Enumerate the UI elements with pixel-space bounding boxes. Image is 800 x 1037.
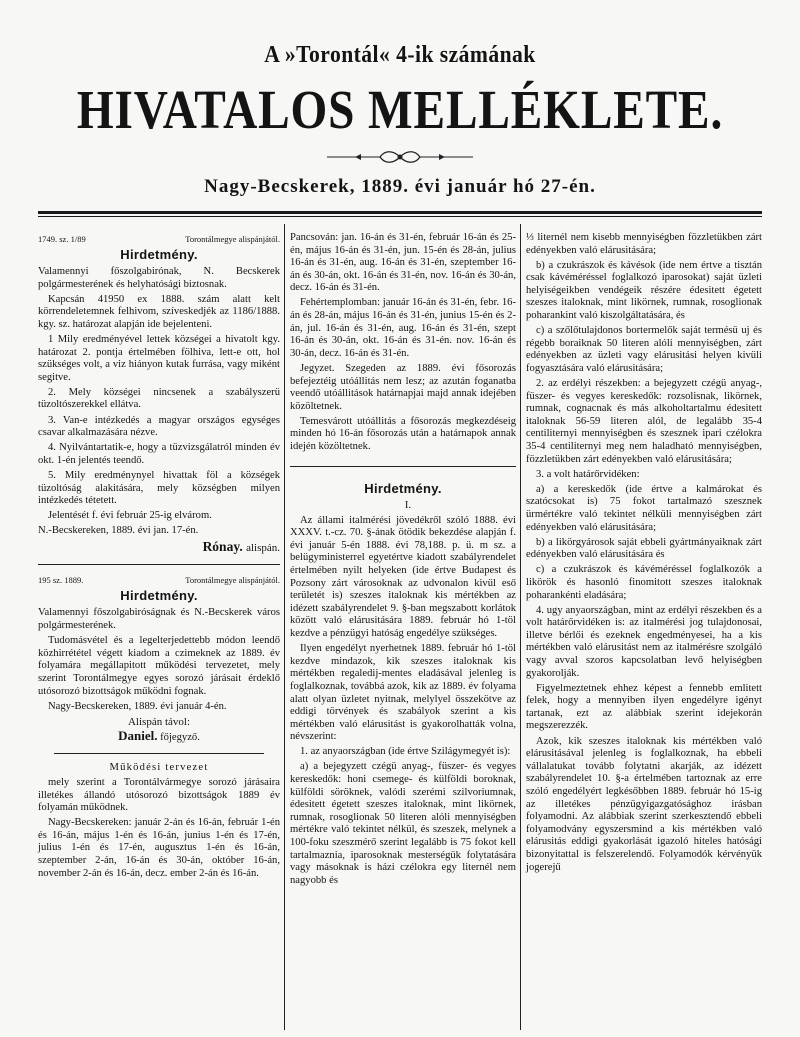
schedule-note: Jegyzet. Szegeden az 1889. évi fősorozás befejeztéig utóállitás nem lesz; az azután foganatba veendő utóállitások határnapjai majd annak idejében közöltetnek. bbox=[290, 362, 516, 412]
schedule-paragraph: Pancsován: jan. 16-án és 31-én, február 16-án és 25-én, május 16-án és 31-én, jun. 15-én és 28-án, julius 16-án és 31-én, aug. 16-án és 31-én, szeptember 16-án és 30-án, okt. 16-án és 31-én, nov. 16-án és 30-án, decz. 16-án és 31-én. bbox=[290, 232, 516, 294]
notice-2-header bbox=[38, 575, 280, 585]
notice-2-office: Torontálmegye alispánjától. bbox=[185, 575, 280, 586]
masthead-subtitle: A »Torontál« 4-ik számának bbox=[264, 42, 536, 68]
notice-1-signature-rank: alispán. bbox=[246, 541, 280, 554]
masthead-title: HIVATALOS MELLÉKLETE. bbox=[76, 79, 724, 140]
notice-3-paragraph: 2. az erdélyi részekben: a bejegyzett czégü anyag-, füszer- és vegyes kereskedők: rozsolisnak, likörnek, rumnak, cognacnak és más alkoholtartalmu édesitett italoknak 56-59 literen alól, de legalább 35-4 centiliternyi mennyiségben és szesznek ipari czélokra 35-4 centiliternyi meg nem haladható mennyiségben, fözzletükben zárt edényekben való elárusitására; bbox=[526, 378, 762, 465]
notice-2-signature bbox=[38, 730, 280, 745]
notice-2-title: Hirdetmény. bbox=[120, 588, 198, 604]
ornament-divider-icon bbox=[325, 147, 475, 167]
notice-2-sig-name: Daniel. bbox=[118, 728, 158, 744]
schedule-note: Temesvárott utóállitás a fősorozás megkezdéseig minden hó 16-án fősorozás után a határnapok annak idején közöltetnek. bbox=[290, 415, 516, 452]
schedule-paragraph: Nagy-Becskereken: január 2-án és 16-án, február 1-én és 16-án, május 1-én és 16-án, junius 1-én és 17-én, julius 1-én és 17-én, augusztus 1-én és 16-án, szeptember 2-án, 16-án és 30-án, október 16-án, november 2-án és 16-án, decz. ember 2-án és 16-án. bbox=[38, 817, 280, 879]
notice-2-paragraph: Nagy-Becskereken, 1889. évi január 4-én. bbox=[48, 700, 227, 712]
schedule-paragraph: Fehértemplomban: január 16-án és 31-én, febr. 16-án és 28-án, május 16-án és 31-én, junius 15-én és 2- án, jul. 16-án és 31-én, aug. 16-án és 31-én, szept 16-án és 30-án, okt. 16-án és 31-én. nov. 16-án és 30-án, decz. 16-án és 31-én. bbox=[290, 297, 516, 359]
schedule-separator bbox=[54, 753, 264, 754]
schedule-title: Működési tervezet bbox=[109, 761, 209, 773]
notice-3-paragraph: b) a likörgyárosok saját ebbeli gyártmányaiknak zárt edényekben való elárusitására és bbox=[526, 536, 762, 561]
notice-1-paragraph: Jelentését f. évi február 25-ig elvárom. bbox=[48, 510, 212, 522]
notice-3-paragraph: Azok, kik szeszes italoknak kis mértékben való elárusitásával jelenleg is foglalkoznak, ha ebbeli vállalatukat tovább folytatni akarják, az idézett szabályrendelet 10. §-a értelmében tartoznak az erre szóló engedélyért legkésőbben 1889. február hó 15-ig az illetékes pénzügyigazgatósághoz irásban folyamodni. Az alábbiak szerint szerkesztendő ebbeli folyamodvány egyszersmind a kis mértékben való elárusitás eddigi gyakorlását igazoló hiteles hatósági bizonyitattal is felszerelendő. Folyamodók kérvényük jogerejű bbox=[526, 735, 762, 873]
notice-3-numeral: I. bbox=[404, 499, 412, 511]
notice-3-paragraph: c) a czukrászok és kávéméréssel foglalkozók a likörök és hasonló finomitott szeszes italoknak poharankénti eladására; bbox=[526, 564, 762, 601]
notice-2-paragraph: Valamennyi főszolgabiróságnak és N.-Becskerek város polgármesterének. bbox=[38, 607, 280, 632]
notice-3-paragraph: Az állami italmérési jövedékről szóló 1888. évi XXXV. t.-cz. 70. §-ának ötödik bekezdése alapján f. évi január 5-én 1888. évi 78,188. p. ü. m sz. a belügyministerrel egyetértve kiadott szabályrendelet értelmében nyilt helyeken (ide értve Budapest és Pozsony zárt városoknak az udvonalon kivül eső területét is) szeszes italoknak kis mértékben az idézett szabályrendelet 9. §-ban megszabott korlátok között való elárusitására 1889. február hó 1-töl kezdve a pénzügyi hatóság engedélye szükséges. bbox=[290, 514, 516, 640]
notice-1-signature bbox=[38, 538, 280, 555]
notice-3-paragraph: a) a bejegyzett czégü anyag-, füszer- és vegyes kereskedők: honi csemege- és külföldi boroknak, külföldi söröknek, valódi szerémi szilvoriumnak, édesitett égetett szeszes italoknak, mint likörnek, rumnak, rosoglionak 50 literen alóli mennyiségben mértékre való tekintet nélkül, és szeszek, melynek a 100-foku szeszmérő szerint legalább is 75 fokot kell tartalmaznia, iparosoknak mesterségük folytatására vagy másoknak is házi czélokra egy liternél nem nagyobb és bbox=[290, 761, 516, 886]
notice-1-paragraph: 4. Nyilvántartatik-e, hogy a tüzvizsgálatról minden év okt. 1-én jelentés teendő. bbox=[38, 442, 280, 466]
column-2 bbox=[290, 232, 516, 890]
notice-2-number: 195 sz. 1889. bbox=[38, 575, 84, 586]
notice-2-sig-role: Alispán távol: bbox=[127, 715, 191, 728]
column-divider-1 bbox=[284, 224, 285, 1030]
notice-3-paragraph: b) a czukrászok és kávésok (ide nem értve a tisztán csak kávéméréssel foglalkozó iparosokat) saját üzleti helyiségeikben vendégeik részére édesitett égetett szeszes italoknak, mint likörnek, rumnak, rosoglionak poharankint való kiszolgáltatására, és bbox=[526, 259, 762, 322]
notice-1-paragraph: 3. Van-e intézkedés a magyar országos egységes csavar alkalmazására nézve. bbox=[38, 414, 280, 439]
notice-3-title: Hirdetmény. bbox=[364, 480, 442, 496]
masthead-rule-thick bbox=[38, 211, 762, 214]
notice-1-number: 1749. sz. 1/89 bbox=[38, 234, 86, 244]
notice-3-paragraph: a) a kereskedők (ide értve a kalmárokat és szatócsokat is) 75 fokot tartalmazó szesznek ürmértékre való tekintet nélküli mennyiségben zárt edényekben való elárusitására; bbox=[526, 483, 762, 533]
notice-1-paragraph: N.-Becskereken, 1889. évi jan. 17-én. bbox=[38, 525, 199, 537]
notice-1-signature-name: Rónay. bbox=[202, 538, 243, 554]
notice-1-header bbox=[38, 234, 280, 244]
column-divider-2 bbox=[520, 224, 521, 1030]
notice-1-paragraph: 1 Mily eredményével lettek községei a hivatolt kgy. határozat 2. pontja értelmében fölhiva, lett-e ott, hol szükséges volt, a viz hiányon kutak furrása, vagy miként segitve. bbox=[38, 333, 280, 383]
notice-1-title: Hirdetmény. bbox=[120, 247, 198, 262]
notice-3-paragraph: c) a szőlőtulajdonos bortermelők saját termésü uj és régebb boraiknak 50 literen alóli mennyiségben, zárt edényekben az üzleti vagy elárusitási helyen kivüli fogyasztására való elárusitására; bbox=[526, 325, 762, 374]
notice-3-paragraph: Figyelmeztetnek ehhez képest a fennebb emlitett felek, hogy a mennyiben ilyen engedélyre igényt tartanak, ezt az alábbiak szerint idejekorán megszerezzék. bbox=[526, 682, 762, 732]
notice-2-paragraph: Tudomásvétel és a legelterjedettebb módon leendő közhirrététel végett kiadom a czimeknek az 1889. év folyamára megállapitott működési tervezetet, mely szerint Torontálmegye egyes sorozó járásait érdeklő utósorozó bizottságok működni fognak. bbox=[38, 635, 280, 697]
notice-3-paragraph: 3. a volt határőrvidéken: bbox=[536, 468, 640, 480]
schedule-paragraph: mely szerint a Torontálvármegye sorozó járásaira illetékes állandó utósorozó bizottságok 1889 év folyamán működnek. bbox=[38, 777, 280, 814]
notice-3-paragraph: Ilyen engedélyt nyerhetnek 1889. február hó 1-töl kezdve mindazok, kik szeszes italoknak kis mértékben regaledij-mentes eladásával jelenleg is foglalkoznak, továbbá azok, kik az 1889. év folyama alatt olyan üzletet nyitnak, melylyel összekötve az eddigi törvények és szabályok szerint a kis mértékben való elárusitást is gyakorolhatták volna, névszerint: bbox=[290, 643, 516, 743]
notice-3-paragraph: 1. az anyaországban (ide értve Szilágymegyét is): bbox=[300, 746, 511, 758]
column-3 bbox=[526, 232, 762, 877]
notice-3-paragraph: ⅓ liternél nem kisebb mennyiségben fözzletükben zárt edényekben való elárusitására; bbox=[526, 232, 762, 256]
masthead-dateline: Nagy-Becskerek, 1889. évi január hó 27-én. bbox=[204, 176, 596, 197]
notice-separator bbox=[290, 466, 516, 467]
notice-1-office: Torontálmegye alispánjától. bbox=[185, 234, 280, 244]
notice-1-paragraph: 2. Mely községei nincsenek a szabályszerü tüzoltószerekkel ellátva. bbox=[38, 386, 280, 411]
column-1 bbox=[38, 234, 280, 883]
notice-separator bbox=[38, 564, 280, 565]
notice-3-paragraph: 4. ugy anyaországban, mint az erdélyi részekben és a volt határőrvidéken is: az italmérési jog tulajdonosai, illetve bérlői és ezeknek engedményesei, ha a kis mértékben való elárusitást nem az italmérésre szolgáló vagy avval szoros kapcsolatban levő helyiségben gyakorolják. bbox=[526, 604, 762, 679]
notice-2-sig-rank: főjegyző. bbox=[160, 732, 200, 744]
notice-1-paragraph: Kapcsán 41950 ex 1888. szám alatt kelt körrendeletemnek felhivom, szíveskedjék az 1186/1888. kgy. sz. határozat alapján ide bejelenteni. bbox=[38, 293, 280, 330]
notice-1-paragraph: Valamennyi főszolgabirónak, N. Becskerek polgármesterének és helyhatósági biztosnak. bbox=[38, 266, 280, 290]
notice-1-paragraph: 5. Mily eredménynyel hivattak föl a községek tüzoltóság alakitására, mely községben milyen intézkedés tétetett. bbox=[38, 469, 280, 507]
masthead-rule-thin bbox=[38, 216, 762, 217]
